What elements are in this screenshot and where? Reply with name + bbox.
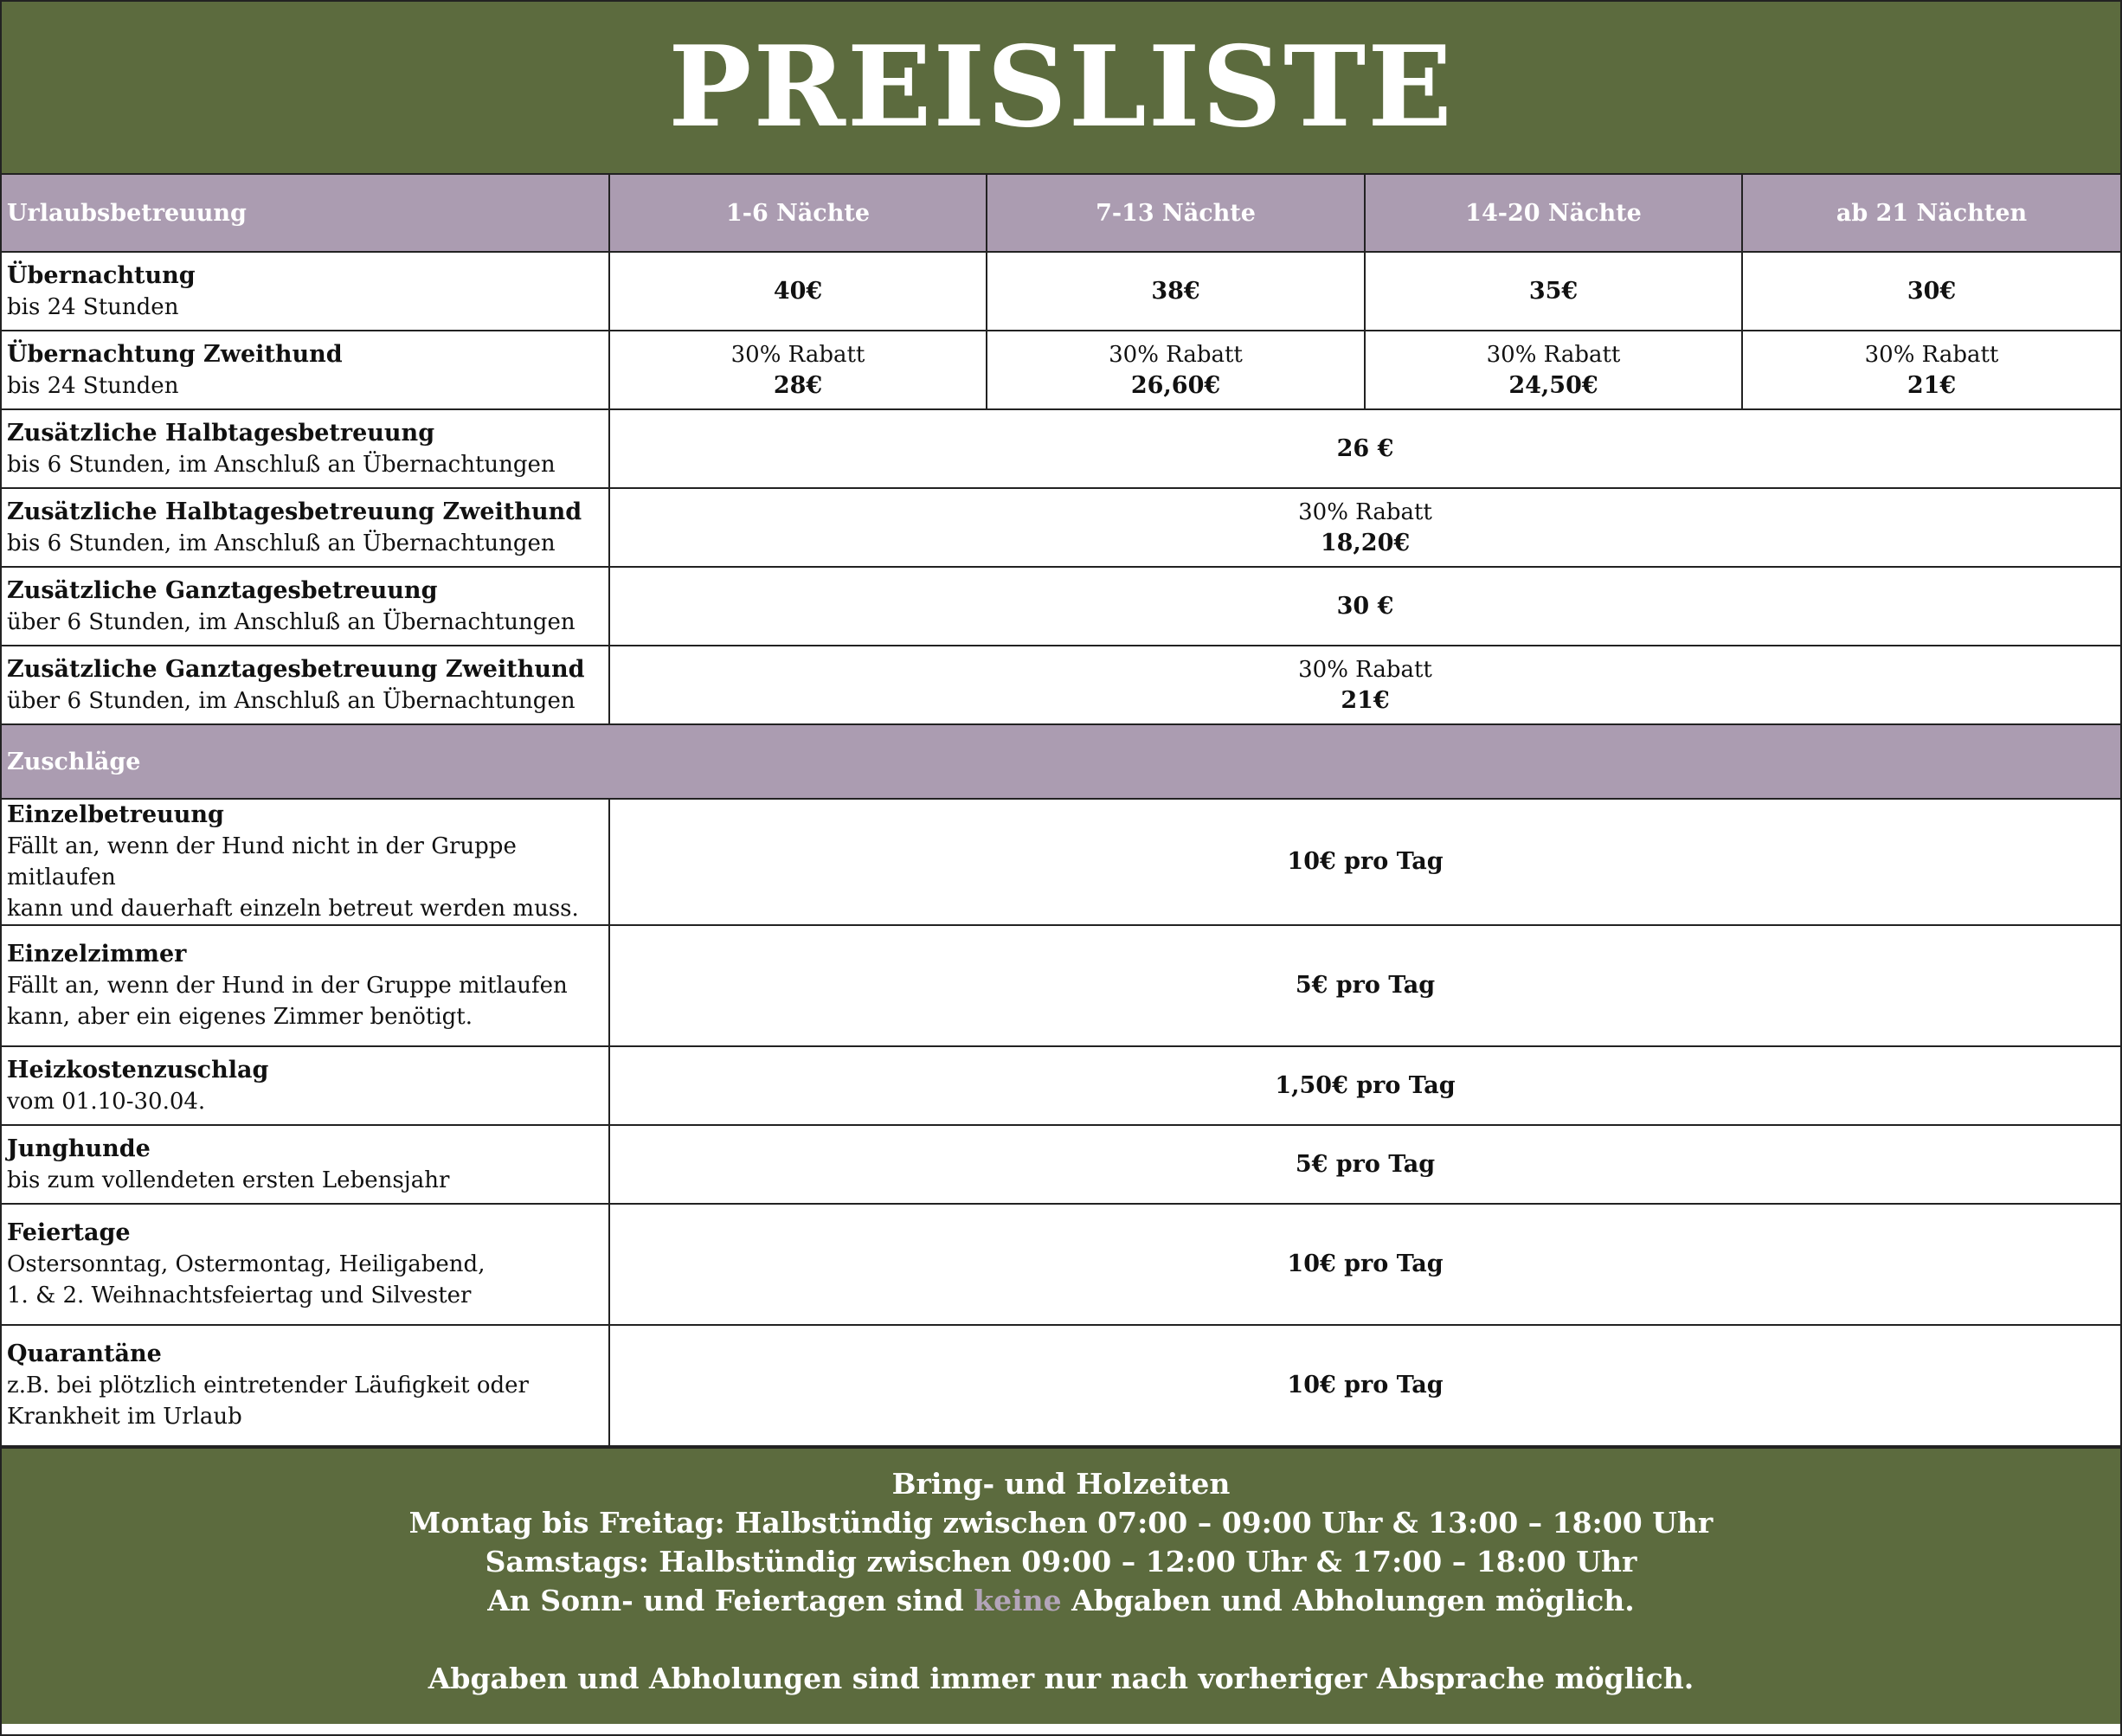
footer-times: [2, 1447, 2120, 1724]
column-header: ab 21 Nächten: [1742, 175, 2120, 252]
row-title: Zusätzliche Ganztagesbetreuung Zweithund: [7, 655, 585, 683]
table-row: [2, 799, 2120, 925]
row-subtitle: bis 24 Stunden: [7, 293, 179, 320]
row-label: [2, 1204, 609, 1325]
table-row: [2, 409, 2120, 488]
table-row: [2, 1125, 2120, 1204]
row-subtitle: vom 01.10-30.04.: [7, 1088, 206, 1115]
row-subtitle: Fällt an, wenn der Hund in der Gruppe mitlaufen: [7, 973, 568, 999]
table-row: [2, 646, 2120, 724]
discount-note: 30% Rabatt: [1298, 498, 1432, 525]
row-label: [2, 331, 609, 409]
discount-note: 30% Rabatt: [730, 341, 865, 368]
table-row: [2, 1204, 2120, 1325]
table-row: [2, 488, 2120, 567]
row-subtitle: Ostersonntag, Ostermontag, Heiligabend,: [7, 1251, 485, 1277]
sunday-note-end: Abgaben und Abholungen möglich.: [1071, 1584, 1635, 1617]
price-cell: 5€ pro Tag: [609, 1125, 2120, 1204]
column-header: Urlaubsbetreuung: [2, 175, 609, 252]
price-value: 18,20€: [1320, 529, 1411, 556]
row-title: Zusätzliche Ganztagesbetreuung: [7, 576, 438, 604]
table-row: [2, 1046, 2120, 1125]
price-cell: 35€: [1365, 252, 1742, 331]
price-cell: 30€: [1742, 252, 2120, 331]
price-value: 28€: [773, 371, 823, 399]
row-subtitle: z.B. bei plötzlich eintretender Läufigkeit oder: [7, 1373, 529, 1398]
discount-note: 30% Rabatt: [1298, 656, 1432, 683]
saturday-times: Samstags: Halbstündig zwischen 09:00 – 12:00 Uhr & 17:00 – 18:00 Uhr: [485, 1545, 1637, 1578]
price-cell: [609, 331, 987, 409]
price-table: [2, 175, 2120, 1447]
price-value: 24,50€: [1508, 371, 1598, 399]
row-label: [2, 252, 609, 331]
row-subtitle: Krankheit im Urlaub: [7, 1404, 242, 1430]
table-header-row: [2, 175, 2120, 252]
table-row: [2, 252, 2120, 331]
price-cell: [1365, 331, 1742, 409]
row-label: [2, 488, 609, 567]
table-row: [2, 567, 2120, 646]
row-subtitle: bis 24 Stunden: [7, 372, 179, 399]
row-label: [2, 567, 609, 646]
spacer: [2, 1620, 2120, 1659]
table-row: [2, 331, 2120, 409]
column-header: 7-13 Nächte: [987, 175, 1365, 252]
price-cell: 10€ pro Tag: [609, 1325, 2120, 1446]
row-label: [2, 925, 609, 1046]
row-title: Übernachtung: [7, 261, 196, 289]
row-title: Quarantäne: [7, 1341, 162, 1367]
row-label: [2, 1046, 609, 1125]
price-cell: 26 €: [609, 409, 2120, 488]
page-title: PREISLISTE: [668, 23, 1454, 152]
section-header-row: [2, 724, 2120, 799]
row-label: [2, 1125, 609, 1204]
appointment-note: Abgaben und Abholungen sind immer nur nach vorheriger Absprache möglich.: [428, 1662, 1694, 1695]
row-subtitle: über 6 Stunden, im Anschluß an Übernachtungen: [7, 687, 576, 714]
table-row: [2, 1325, 2120, 1446]
sunday-note-start: An Sonn- und Feiertagen sind: [487, 1584, 964, 1617]
price-cell: [609, 488, 2120, 567]
row-title: Junghunde: [7, 1135, 151, 1162]
row-subtitle: über 6 Stunden, im Anschluß an Übernachtungen: [7, 608, 576, 635]
footer-heading: Bring- und Holzeiten: [891, 1467, 1231, 1501]
row-label: [2, 1325, 609, 1446]
weekday-times: Montag bis Freitag: Halbstündig zwischen 07:00 – 09:00 Uhr & 13:00 – 18:00 Uhr: [408, 1506, 1714, 1540]
section-title: Zuschläge: [2, 724, 2120, 799]
price-cell: 40€: [609, 252, 987, 331]
sunday-note-highlight: keine: [974, 1584, 1062, 1617]
price-cell: 10€ pro Tag: [609, 1204, 2120, 1325]
price-value: 26,60€: [1130, 371, 1221, 399]
discount-note: 30% Rabatt: [1864, 341, 1999, 368]
row-subtitle: 1. & 2. Weihnachtsfeiertag und Silvester: [7, 1283, 472, 1308]
row-title: Zusätzliche Halbtagesbetreuung Zweithund: [7, 498, 582, 525]
row-title: Einzelzimmer: [7, 941, 187, 968]
column-header: 1-6 Nächte: [609, 175, 987, 252]
price-value: 21€: [1907, 371, 1957, 399]
price-cell: [609, 646, 2120, 724]
row-title: Heizkostenzuschlag: [7, 1056, 269, 1083]
row-label: [2, 409, 609, 488]
row-subtitle: bis zum vollendeten ersten Lebensjahr: [7, 1167, 450, 1193]
discount-note: 30% Rabatt: [1486, 341, 1621, 368]
price-cell: 1,50€ pro Tag: [609, 1046, 2120, 1125]
price-cell: [987, 331, 1365, 409]
table-row: [2, 925, 2120, 1046]
sunday-note: [2, 1581, 2120, 1620]
price-cell: 30 €: [609, 567, 2120, 646]
row-subtitle: Fällt an, wenn der Hund nicht in der Gruppe mitlaufen: [7, 833, 517, 891]
row-label: [2, 799, 609, 925]
row-subtitle: kann, aber ein eigenes Zimmer benötigt.: [7, 1004, 473, 1030]
row-title: Einzelbetreuung: [7, 801, 224, 828]
row-subtitle: bis 6 Stunden, im Anschluß an Übernachtungen: [7, 530, 556, 556]
price-cell: 5€ pro Tag: [609, 925, 2120, 1046]
row-title: Zusätzliche Halbtagesbetreuung: [7, 419, 435, 447]
column-header: 14-20 Nächte: [1365, 175, 1742, 252]
price-cell: [1742, 331, 2120, 409]
title-bar: [2, 2, 2120, 175]
price-value: 21€: [1341, 686, 1390, 714]
row-subtitle: kann und dauerhaft einzeln betreut werden muss.: [7, 896, 579, 922]
row-title: Übernachtung Zweithund: [7, 340, 343, 368]
price-cell: 38€: [987, 252, 1365, 331]
discount-note: 30% Rabatt: [1109, 341, 1243, 368]
row-title: Feiertage: [7, 1219, 131, 1246]
price-cell: 10€ pro Tag: [609, 799, 2120, 925]
row-subtitle: bis 6 Stunden, im Anschluß an Übernachtungen: [7, 451, 556, 478]
row-label: [2, 646, 609, 724]
